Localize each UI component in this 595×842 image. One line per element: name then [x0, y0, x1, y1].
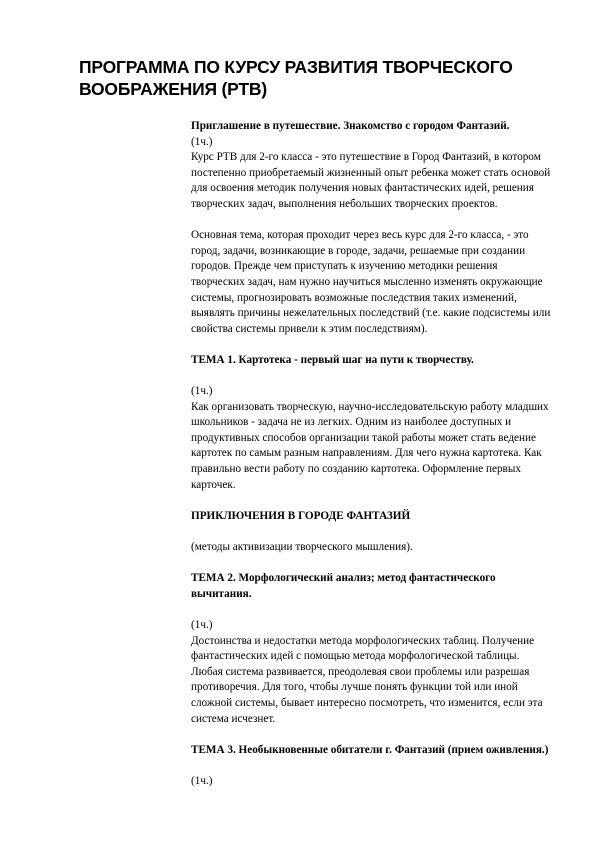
topic1-heading: ТЕМА 1. Картотека - первый шаг на пути к творчеству.	[191, 353, 474, 366]
topic3-heading: ТЕМА 3. Необыкновенные обитатели г. Фантазий (прием оживления.)	[191, 743, 549, 756]
topic2-heading: ТЕМА 2. Морфологический анализ; метод фантастического вычитания.	[191, 572, 496, 600]
section-subtitle: (методы активизации творческого мышления).	[191, 541, 413, 554]
topic2-text: Достоинства и недостатки метода морфологических таблиц. Получение фантастических идей с помощью метода морфологической таблицы. Любая система развивается, преодолевая свои проблемы или разрешая противоречия. Для того, чтобы лучше понять функции той или иной сложной системы, бывает интересно посмотреть, что изменится, если эта система исчезнет.	[191, 634, 543, 725]
intro-text-1: Курс РТВ для 2-го класса - это путешествие в Город Фантазий, в котором постепенно приобретаемый жизненный опыт ребенка может стать основой для освоения методик получения новых фантастических идей, решения творческих задач, выполнения небольших творческих проектов.	[191, 151, 551, 210]
topic2-hours: (1ч.)	[191, 619, 213, 631]
topic1-hours: (1ч.)	[191, 385, 213, 398]
intro-text-2: Основная тема, которая проходит через весь курс для 2-го класса, - это город, задачи, возникающие в городе, задачи, решаемые при создании городов. Прежде чем приступать к изучению методики решения творческих задач, нам нужно научиться мысленно изменять окружающие системы, прогнозировать возможные последствия таких изменений, выявлять причины нежелательных последствий (т.е. какие подсистемы или свойства системы привели к этим последствиям).	[191, 229, 551, 335]
intro-hours: (1ч.)	[191, 135, 213, 148]
page-title: ПРОГРАММА ПО КУРСУ РАЗВИТИЯ ТВОРЧЕСКОГО ВООБРАЖЕНИЯ (РТВ)	[79, 57, 513, 99]
intro-heading: Приглашение в путешествие. Знакомство с городом Фантазий.	[191, 120, 510, 132]
document-body	[191, 119, 551, 790]
topic1-text: Как организовать творческую, научно-исследовательскую работу младших школьников - задача не из легких. Одним из наиболее доступных и продуктивных способов организации такой работы может стать ведение картотек по самым разным направлениям. Для чего нужна картотека. Как правильно вести работу по созданию картотека. Оформление первых карточек.	[191, 400, 549, 491]
topic3-hours: (1ч.)	[191, 774, 213, 787]
section-heading: ПРИКЛЮЧЕНИЯ В ГОРОДЕ ФАНТАЗИЙ	[191, 509, 411, 522]
